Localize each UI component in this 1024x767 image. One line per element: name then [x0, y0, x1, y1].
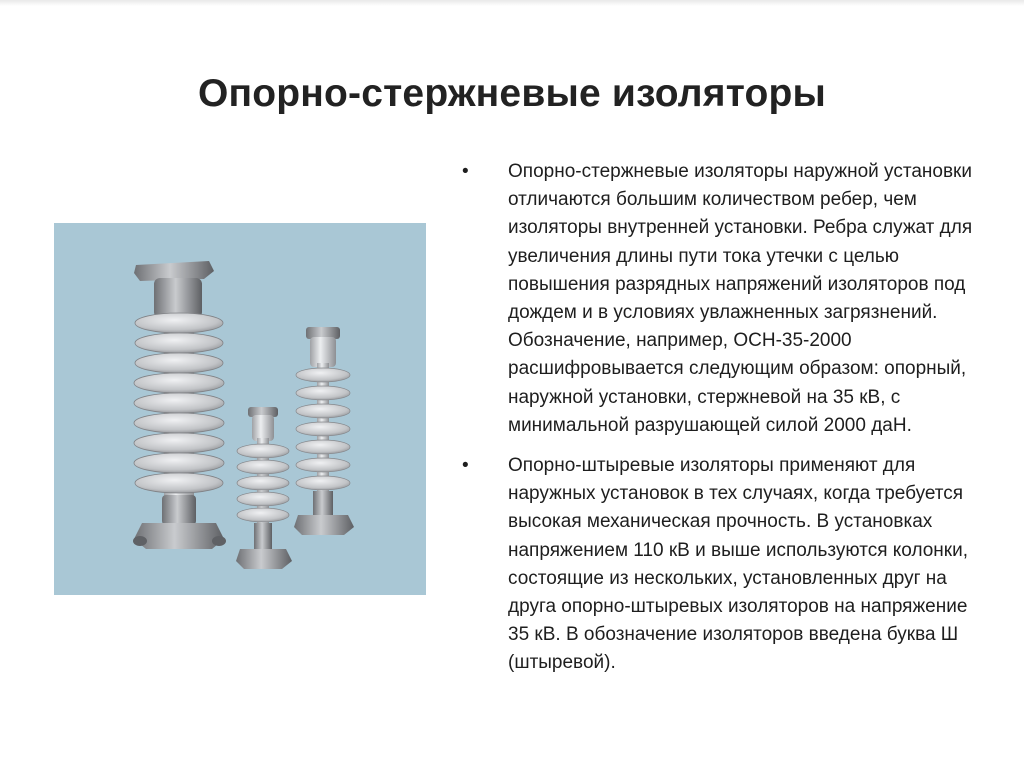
large-insulator	[133, 261, 226, 549]
small-insulator	[236, 407, 292, 569]
bullet-list	[462, 158, 992, 690]
bullet-marker: •	[462, 455, 469, 477]
top-shadow	[0, 0, 1024, 6]
insulators-photo-icon	[54, 223, 426, 595]
list-item	[462, 158, 992, 440]
slide-title: Опорно-стержневые изоляторы	[197, 72, 827, 115]
bullet-marker: •	[462, 161, 469, 182]
list-item	[462, 452, 992, 678]
insulators-photo	[54, 223, 426, 595]
bullet-text: Опорно-штыревые изоляторы применяют для наружных установок в тех случаях, когда требуется высокая механическая прочность. В установках напряжением 110 кВ и выше используются колонки, состоящие из нескольких, установленных друг на друга опорно-штыревых изоляторов на напряжение 35 кВ. В обозначение изоляторов введена буква Ш (штыревой).	[508, 455, 969, 674]
bullet-text: Опорно-стержневые изоляторы наружной установки отличаются большим количеством ребер, чем изоляторы внутренней установки. Ребра служат для увеличения длины пути тока утечки с целью повышения разрядных напряжений изоляторов под дождем и в условиях увлажненных загрязнений. Обозначение, например, ОСН-35-2000 расшифровывается следующим образом: опорный, наружной установки, стержневой на 35 кВ, с минимальной разрушающей силой 2000 даН.	[508, 161, 973, 436]
medium-insulator	[294, 327, 354, 535]
